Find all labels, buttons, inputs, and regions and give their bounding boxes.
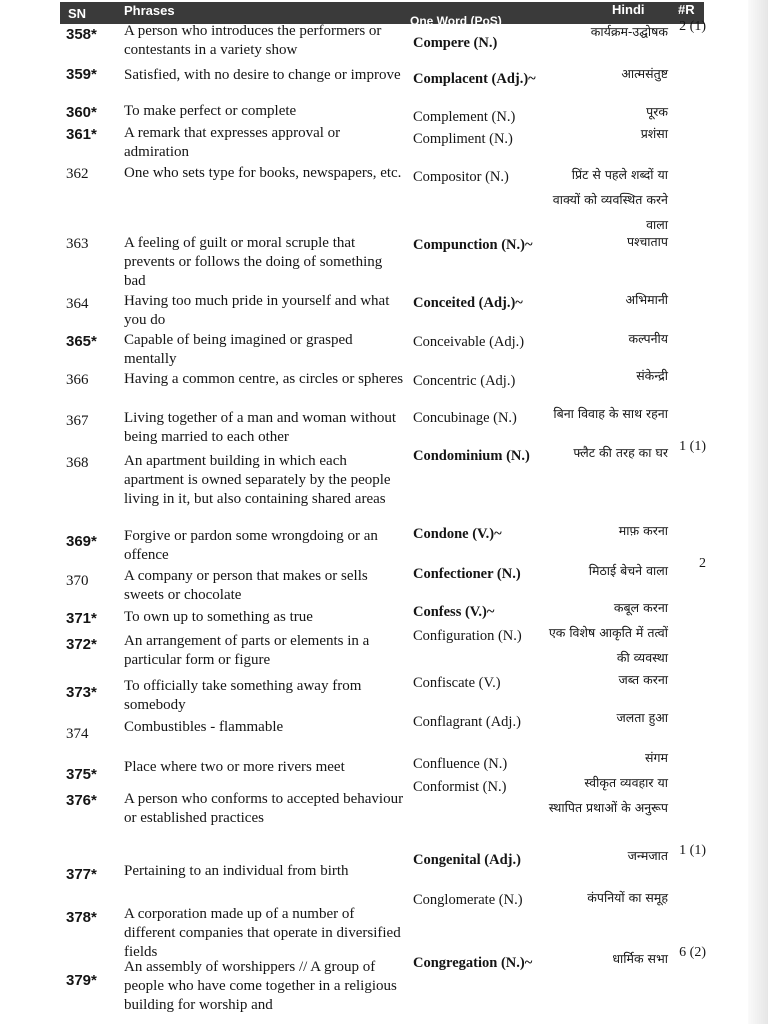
phrase-text: An assembly of worshippers // A group of people who have come together in a religious building for worship and: [124, 959, 397, 1013]
serial-number: 369*: [66, 533, 97, 550]
phrase-text: A person who conforms to accepted behaviour or established practices: [124, 791, 404, 826]
serial-number: 374: [66, 726, 89, 742]
serial-number: 368: [66, 455, 89, 471]
phrase-text: To make perfect or complete: [124, 103, 297, 119]
serial-number: 370: [66, 573, 89, 589]
hindi-meaning: मिठाई बेचने वाला: [588, 563, 668, 578]
serial-number: 361*: [66, 126, 97, 143]
serial-number: 373*: [66, 684, 97, 701]
one-word: Conformist (N.): [413, 779, 507, 795]
hindi-meaning: धार्मिक सभा: [612, 951, 668, 966]
one-word: Complacent (Adj.)~: [413, 71, 536, 87]
one-word: Congenital (Adj.): [413, 852, 521, 868]
hindi-meaning: जन्मजात: [627, 848, 668, 863]
phrase-text: Living together of a man and woman without being married to each other: [124, 410, 397, 445]
hindi-meaning: पश्चाताप: [626, 234, 668, 249]
hindi-meaning: जलता हुआ: [616, 710, 668, 725]
one-word: Congregation (N.)~: [413, 955, 533, 971]
one-word: Concentric (Adj.): [413, 373, 516, 389]
serial-number: 360*: [66, 104, 97, 121]
phrase-text: An arrangement of parts or elements in a particular form or figure: [124, 633, 370, 668]
phrase-text: Having too much pride in yourself and what you do: [124, 293, 390, 328]
repeat-count: 2 (1): [679, 19, 706, 34]
phrase-text: A corporation made up of a number of different companies that operate in diversified fields: [124, 906, 401, 960]
one-word: Confluence (N.): [413, 756, 508, 772]
hindi-meaning: बिना विवाह के साथ रहना: [553, 406, 668, 421]
hindi-meaning: माफ़ करना: [618, 523, 668, 538]
serial-number: 365*: [66, 333, 97, 350]
serial-number: 364: [66, 296, 89, 312]
one-word: Conflagrant (Adj.): [413, 714, 521, 730]
serial-number: 362: [66, 166, 89, 182]
serial-number: 367: [66, 413, 89, 429]
serial-number: 375*: [66, 766, 97, 783]
one-word: Conceited (Adj.)~: [413, 295, 523, 311]
one-word: Conglomerate (N.): [413, 892, 523, 908]
phrase-text: A remark that expresses approval or admiration: [124, 125, 341, 160]
hindi-meaning: एक विशेष आकृति में तत्वों की व्यवस्था: [548, 625, 668, 665]
serial-number: 371*: [66, 610, 97, 627]
serial-number: 358*: [66, 26, 97, 43]
serial-number: 379*: [66, 972, 97, 989]
serial-number: 372*: [66, 636, 97, 653]
repeat-count: 6 (2): [679, 945, 706, 960]
phrase-text: A feeling of guilt or moral scruple that prevents or follows the doing of something bad: [124, 235, 383, 289]
hindi-meaning: जब्त करना: [618, 672, 668, 687]
hindi-meaning: कंपनियों का समूह: [587, 890, 668, 905]
hindi-meaning: कल्पनीय: [628, 331, 668, 346]
one-word: Confiscate (V.): [413, 675, 501, 691]
one-word: Compunction (N.)~: [413, 237, 533, 253]
one-word: Confectioner (N.): [413, 566, 521, 582]
serial-number: 366: [66, 372, 89, 388]
hindi-meaning: पूरक: [646, 104, 668, 119]
repeat-count: 1 (1): [679, 843, 706, 858]
phrase-text: An apartment building in which each apartment is owned separately by the people living in it, but also containing shared areas: [124, 453, 391, 507]
serial-number: 363: [66, 236, 89, 252]
phrase-text: Place where two or more rivers meet: [124, 759, 345, 775]
one-word: Compliment (N.): [413, 131, 513, 147]
one-word: Confess (V.)~: [413, 604, 495, 620]
phrase-text: Capable of being imagined or grasped mentally: [124, 332, 353, 367]
phrase-text: A person who introduces the performers or contestants in a variety show: [124, 23, 382, 58]
serial-number: 378*: [66, 909, 97, 926]
header-sn: SN: [68, 6, 87, 21]
header-r: #R: [678, 2, 695, 17]
phrase-text: One who sets type for books, newspapers, etc.: [124, 165, 402, 181]
hindi-meaning: प्रिंट से पहले शब्दों या वाक्यों को व्यवस्थित करने वाला: [552, 167, 668, 232]
serial-number: 377*: [66, 866, 97, 883]
hindi-meaning: कबूल करना: [613, 600, 668, 615]
hindi-meaning: संकेन्द्री: [636, 368, 668, 383]
hindi-meaning: संगम: [645, 750, 668, 765]
one-word: Complement (N.): [413, 109, 516, 125]
one-word: Configuration (N.): [413, 628, 522, 644]
phrase-text: A company or person that makes or sells sweets or chocolate: [124, 568, 368, 603]
hindi-meaning: आत्मसंतुष्ट: [621, 66, 668, 81]
phrase-text: Having a common centre, as circles or spheres: [124, 371, 404, 387]
serial-number: 359*: [66, 66, 97, 83]
header-one-word: One Word (PoS): [410, 14, 502, 28]
phrase-text: Satisfied, with no desire to change or improve: [124, 67, 401, 83]
repeat-count: 2: [699, 556, 706, 571]
hindi-meaning: अभिमानी: [625, 292, 668, 307]
phrase-text: Combustibles - flammable: [124, 719, 284, 735]
page-edge-shadow: [748, 0, 768, 1024]
one-word: Compositor (N.): [413, 169, 509, 185]
phrase-text: To own up to something as true: [124, 609, 313, 625]
hindi-meaning: कार्यक्रम-उद्घोषक: [590, 24, 668, 39]
repeat-count: 1 (1): [679, 439, 706, 454]
hindi-meaning: प्रशंसा: [640, 126, 668, 141]
serial-number: 376*: [66, 792, 97, 809]
header-hindi: Hindi: [612, 2, 645, 17]
phrase-text: Pertaining to an individual from birth: [124, 863, 349, 879]
phrase-text: Forgive or pardon some wrongdoing or an offence: [124, 528, 378, 563]
one-word: Condominium (N.): [413, 448, 530, 464]
hindi-meaning: स्वीकृत व्यवहार या स्थापित प्रथाओं के अनुरूप: [548, 775, 668, 815]
hindi-meaning: फ्लैट की तरह का घर: [573, 445, 668, 460]
one-word: Compere (N.): [413, 35, 498, 51]
one-word: Condone (V.)~: [413, 526, 502, 542]
one-word: Conceivable (Adj.): [413, 334, 525, 350]
one-word: Concubinage (N.): [413, 410, 517, 426]
header-phrases: Phrases: [124, 3, 175, 18]
phrase-text: To officially take something away from somebody: [124, 678, 362, 713]
